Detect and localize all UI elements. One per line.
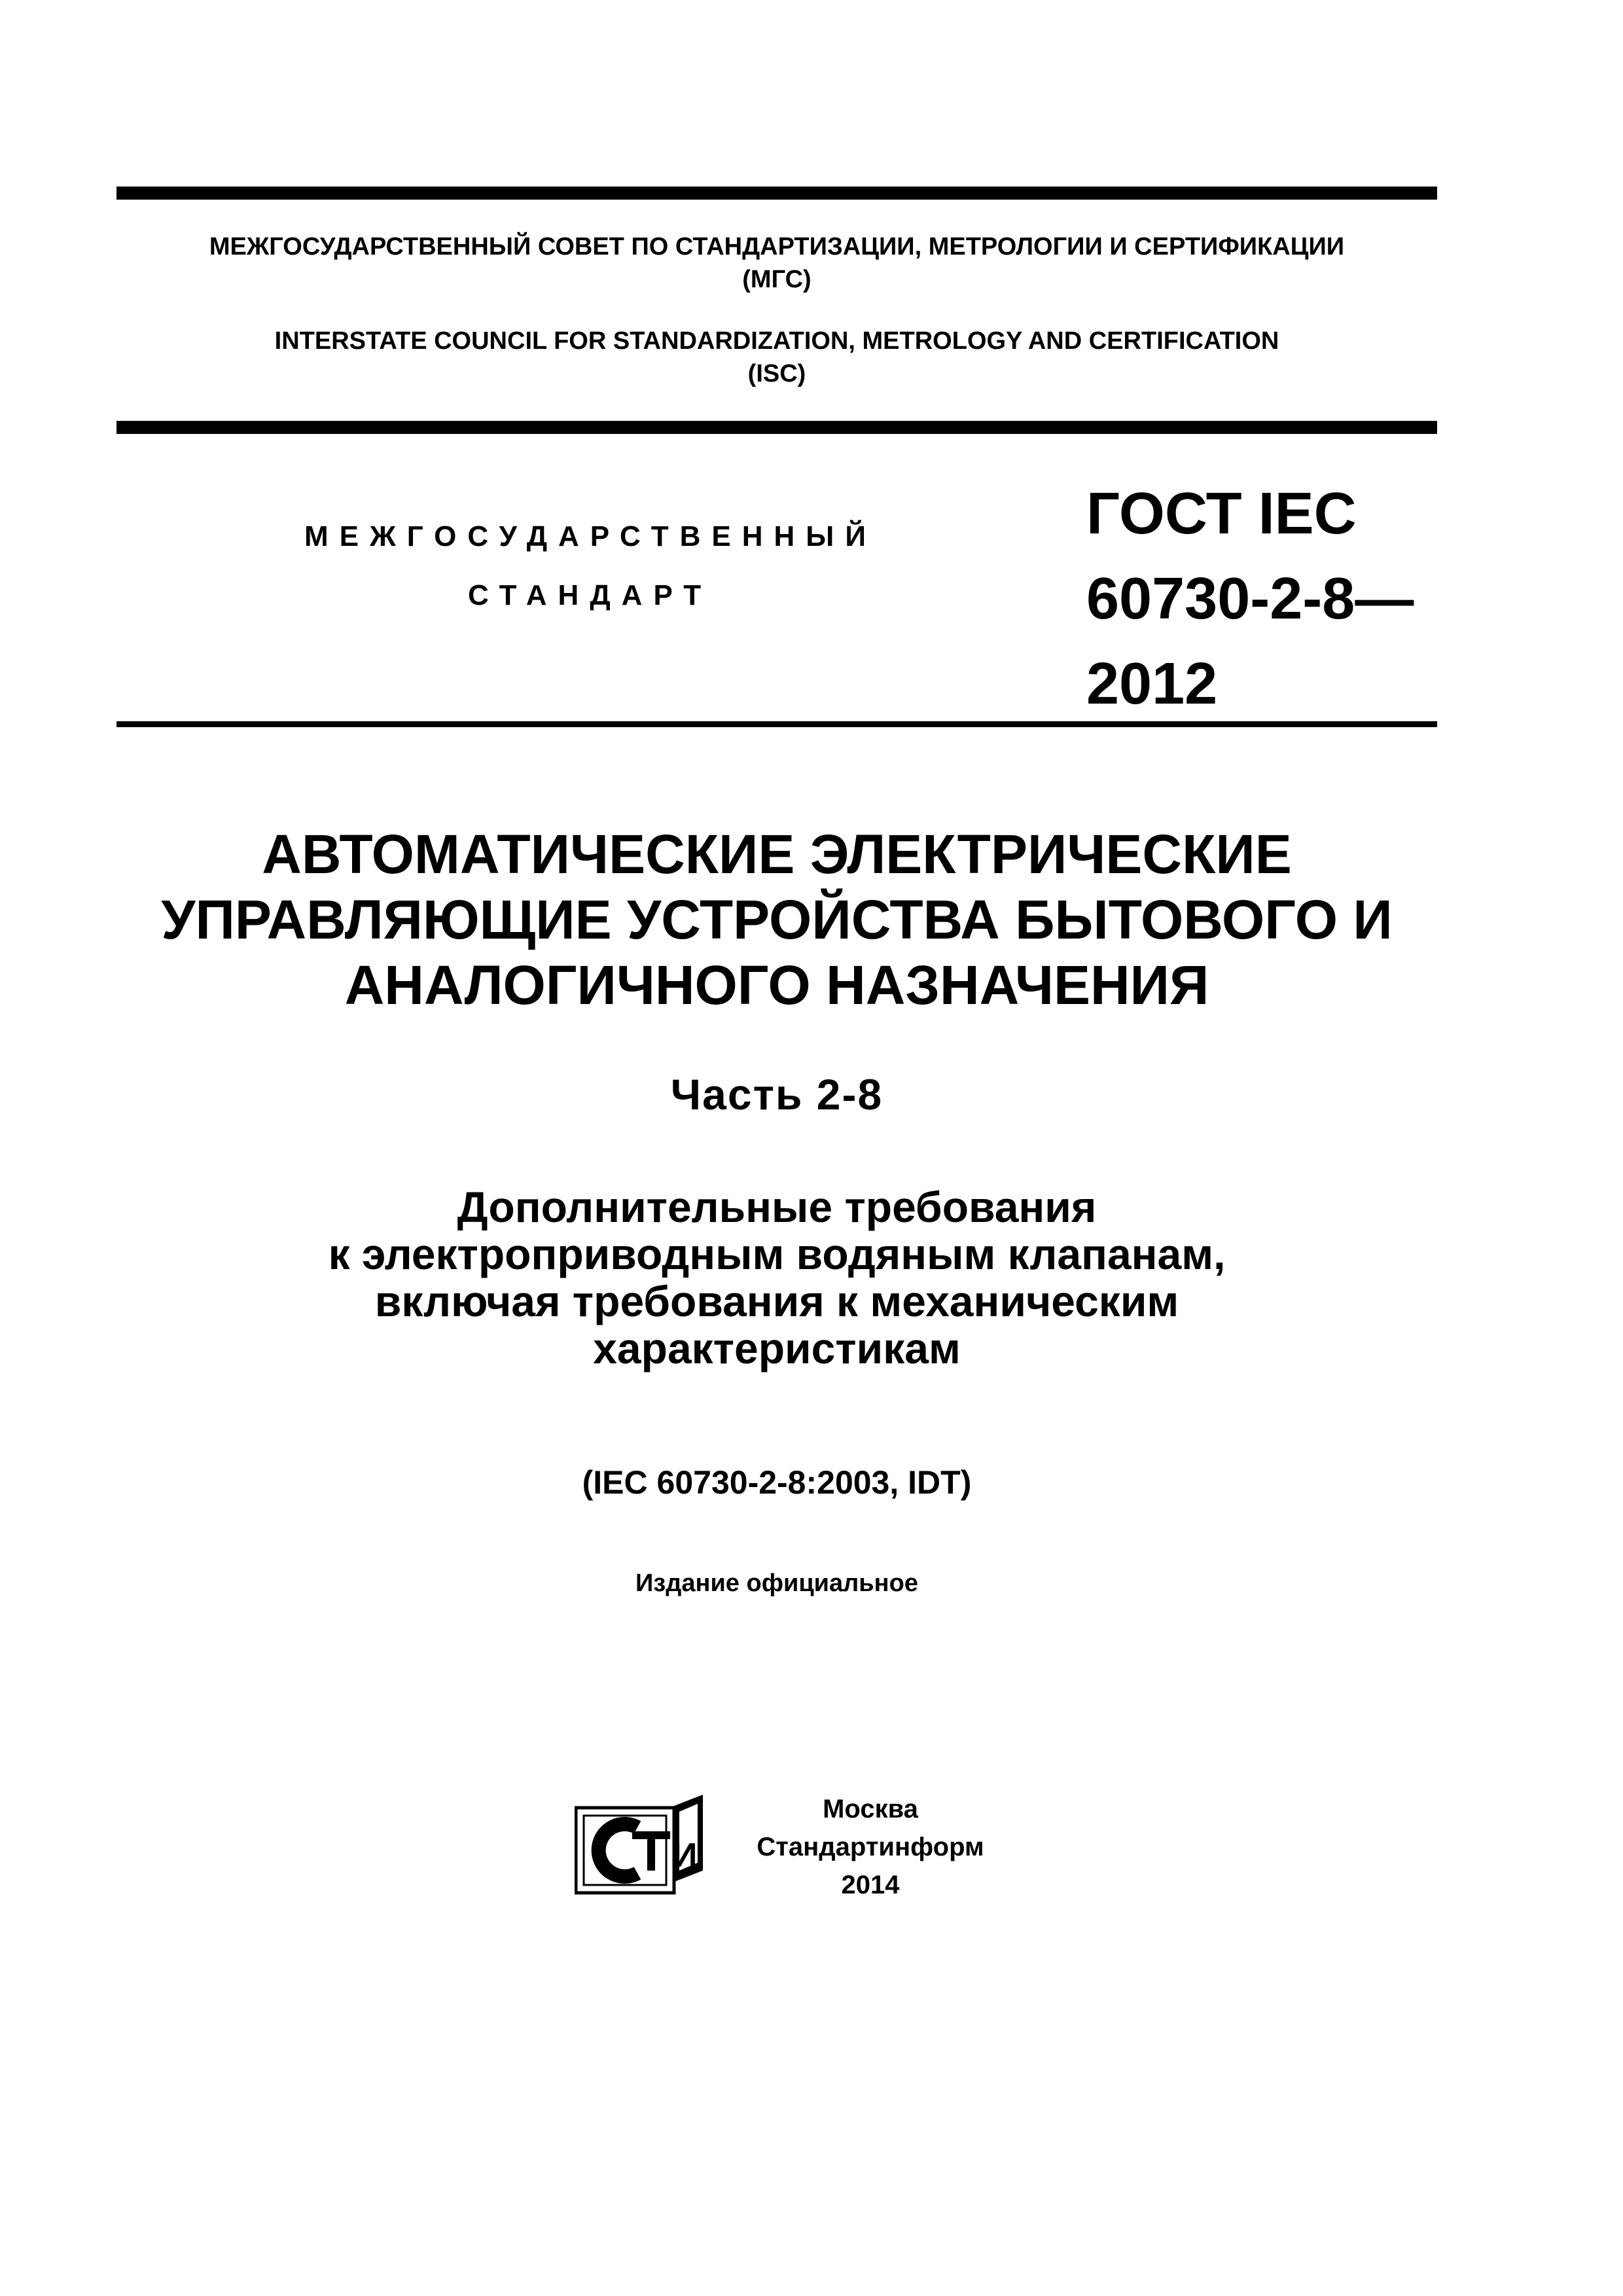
subtitle-line3: включая требования к механическим [374,1277,1179,1325]
svg-text:И: И [673,1837,698,1874]
designation-rule [116,721,1437,727]
standard-type-line1: МЕЖГОСУДАРСТВЕННЫЙ [304,520,877,552]
designation-line1: ГОСТ IEC [1086,481,1357,547]
standartinform-logo-icon [575,1793,705,1898]
subtitle-line2: к электроприводным водяным клапанам, [328,1230,1226,1278]
publisher-city: Москва [823,1795,918,1823]
edition-label: Издание официальное [635,1570,918,1597]
council-name-en: INTERSTATE COUNCIL FOR STANDARDIZATION, METROLOGY AND CERTIFICATION [274,327,1279,355]
subtitle-line4: характеристикам [593,1324,961,1372]
publisher-block [720,1790,1021,1904]
designation-line2: 60730-2-8— [1086,566,1414,632]
title-line3: АНАЛОГИЧНОГО НАЗНАЧЕНИЯ [344,954,1209,1016]
title-line2: УПРАВЛЯЮЩИЕ УСТРОЙСТВА БЫТОВОГО И [161,889,1393,950]
council-abbr-ru: (МГС) [742,266,812,293]
council-name-ru: МЕЖГОСУДАРСТВЕННЫЙ СОВЕТ ПО СТАНДАРТИЗАЦИИ, МЕТРОЛОГИИ И СЕРТИФИКАЦИИ [209,233,1345,260]
council-abbr-en: (ISC) [747,360,806,387]
subtitle-line1: Дополнительные требования [457,1183,1097,1231]
standard-type-line2: СТАНДАРТ [468,579,713,611]
iec-reference: (IEC 60730-2-8:2003, IDT) [582,1464,972,1501]
top-rule [116,187,1437,200]
part-title: Часть 2-8 [670,1070,883,1119]
gost-designation [1086,471,1427,726]
publisher-year: 2014 [841,1871,900,1899]
header-rule [116,421,1437,434]
title-line1: АВТОМАТИЧЕСКИЕ ЭЛЕКТРИЧЕСКИЕ [262,823,1292,885]
designation-line3: 2012 [1086,651,1218,717]
publisher-name: Стандартинформ [757,1833,984,1861]
